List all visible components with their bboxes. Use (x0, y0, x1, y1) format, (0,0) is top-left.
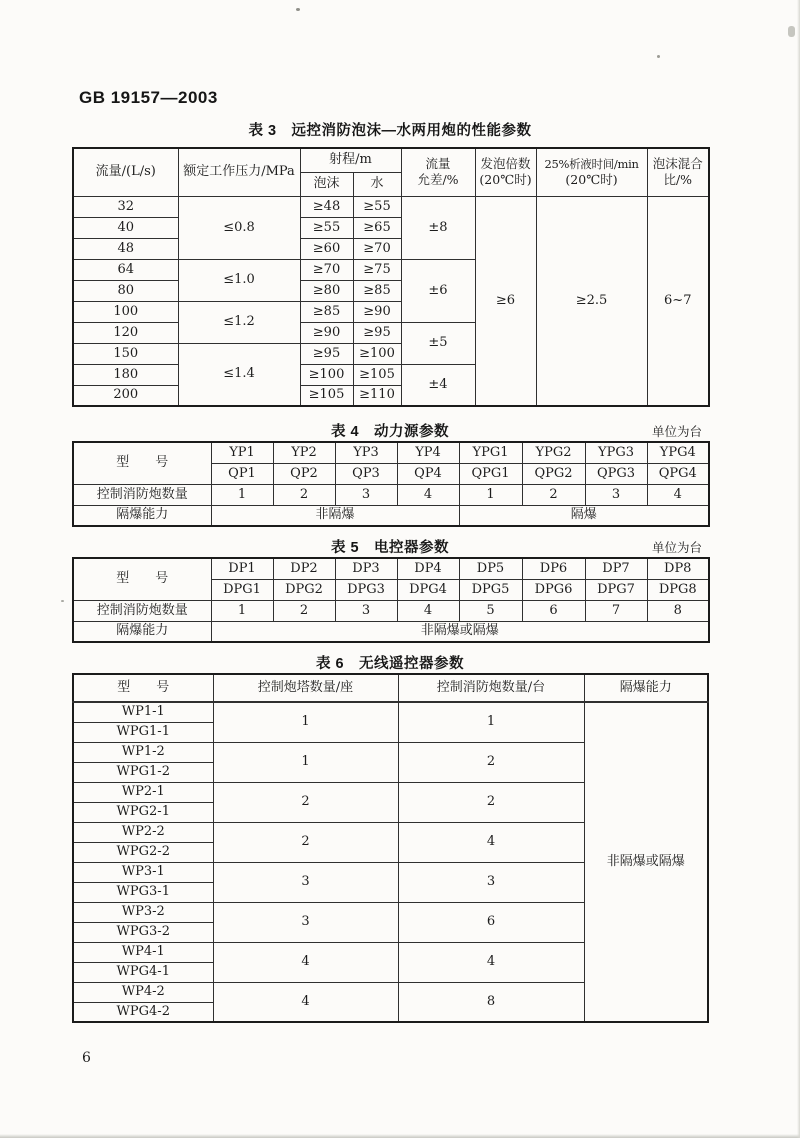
table6-title-row (72, 652, 708, 672)
water-range-cell: ≥100 (353, 343, 401, 364)
foam-range-cell: ≥60 (300, 238, 353, 259)
model-cell: DPG6 (522, 579, 585, 600)
table3-performance-params (72, 147, 710, 407)
explosion-value-cell: 隔爆 (459, 505, 709, 526)
table5-electric-controller-params (72, 557, 710, 643)
pressure-header-cell: 额定工作压力/MPa (178, 148, 300, 196)
flow-header-cell: 流量/(L/s) (73, 148, 178, 196)
table3-row (73, 196, 709, 217)
model-cell: WPG4-2 (73, 1002, 213, 1022)
water-range-cell: ≥75 (353, 259, 401, 280)
water-subheader-cell: 水 (353, 172, 401, 196)
monitor-count-cell: 4 (398, 942, 584, 982)
table5-title: 表 5 电控器参数 (330, 540, 450, 556)
table5-explosion-row (73, 621, 709, 642)
model-cell: QPG4 (647, 463, 709, 484)
flow-value-cell: 150 (73, 343, 178, 364)
water-range-cell: ≥70 (353, 238, 401, 259)
water-range-cell: ≥105 (353, 364, 401, 385)
pressure-cell: ≤1.2 (178, 301, 300, 343)
turret-count-cell: 3 (213, 862, 398, 902)
monitor-count-cell: 1 (398, 702, 584, 742)
model-cell: QPG1 (459, 463, 522, 484)
range-header-cell: 射程/m (300, 148, 401, 172)
model-column-header: 型 号 (73, 674, 213, 702)
foam-range-cell: ≥105 (300, 385, 353, 406)
water-range-cell: ≥95 (353, 322, 401, 343)
header-line: 泡沫混合 (652, 156, 703, 171)
scan-speck (788, 26, 795, 37)
scan-speck (657, 55, 660, 58)
foam-range-cell: ≥55 (300, 217, 353, 238)
model-cell: QP1 (211, 463, 273, 484)
tolerance-cell: ±8 (401, 196, 475, 259)
flow-value-cell: 40 (73, 217, 178, 238)
table4-unit-note: 单位为台 (651, 424, 702, 439)
model-label-cell: 型 号 (73, 442, 211, 484)
model-cell: DPG7 (585, 579, 647, 600)
table6-header-row (73, 674, 708, 702)
flow-value-cell: 120 (73, 322, 178, 343)
monitor-count-column-header: 控制消防炮数量/台 (398, 674, 584, 702)
model-cell: QP2 (273, 463, 335, 484)
flow-value-cell: 100 (73, 301, 178, 322)
table4-model-row-1 (73, 442, 709, 463)
count-label-cell: 控制消防炮数量 (73, 600, 211, 621)
flow-value-cell: 32 (73, 196, 178, 217)
count-label-cell: 控制消防炮数量 (73, 484, 211, 505)
count-cell: 5 (459, 600, 522, 621)
table5-unit-note: 单位为台 (651, 540, 702, 555)
tolerance-cell: ±4 (401, 364, 475, 406)
monitor-count-cell: 6 (398, 902, 584, 942)
table6-row (73, 702, 708, 722)
count-cell: 2 (273, 600, 335, 621)
model-label-cell: 型 号 (73, 558, 211, 600)
model-cell: DP2 (273, 558, 335, 579)
count-cell: 7 (585, 600, 647, 621)
mix-ratio-cell: 6~7 (647, 196, 709, 406)
water-range-cell: ≥90 (353, 301, 401, 322)
table3-title-row (72, 119, 708, 139)
scan-speck (61, 600, 64, 602)
model-cell: DP5 (459, 558, 522, 579)
model-cell: WP1-1 (73, 702, 213, 722)
pressure-cell: ≤1.4 (178, 343, 300, 406)
table4-power-source-params (72, 441, 710, 527)
flow-value-cell: 200 (73, 385, 178, 406)
count-cell: 4 (397, 600, 459, 621)
model-cell: WPG2-1 (73, 802, 213, 822)
turret-count-cell: 4 (213, 942, 398, 982)
model-cell: WP3-2 (73, 902, 213, 922)
model-cell: DP4 (397, 558, 459, 579)
table5-model-row-1 (73, 558, 709, 579)
model-cell: DPG8 (647, 579, 709, 600)
model-cell: DP7 (585, 558, 647, 579)
model-cell: YP1 (211, 442, 273, 463)
model-cell: WP4-2 (73, 982, 213, 1002)
count-cell: 3 (335, 484, 397, 505)
water-range-cell: ≥55 (353, 196, 401, 217)
model-cell: WPG1-2 (73, 762, 213, 782)
foam-range-cell: ≥80 (300, 280, 353, 301)
pressure-cell: ≤1.0 (178, 259, 300, 301)
model-cell: DPG3 (335, 579, 397, 600)
model-cell: WPG1-1 (73, 722, 213, 742)
model-cell: YP4 (397, 442, 459, 463)
count-cell: 1 (211, 484, 273, 505)
model-cell: DP6 (522, 558, 585, 579)
table5-count-row (73, 600, 709, 621)
model-cell: YP3 (335, 442, 397, 463)
foam-range-cell: ≥70 (300, 259, 353, 280)
tolerance-cell: ±5 (401, 322, 475, 364)
header-line: 流量 (425, 156, 451, 171)
count-cell: 4 (647, 484, 709, 505)
model-cell: YP2 (273, 442, 335, 463)
table6-wireless-remote-params (72, 673, 709, 1023)
model-cell: DP1 (211, 558, 273, 579)
model-cell: YPG3 (585, 442, 647, 463)
flow-value-cell: 64 (73, 259, 178, 280)
header-line: (20℃时) (565, 171, 618, 187)
turret-count-cell: 3 (213, 902, 398, 942)
model-cell: WPG3-1 (73, 882, 213, 902)
model-cell: DPG5 (459, 579, 522, 600)
model-cell: QPG3 (585, 463, 647, 484)
scan-edge-shadow (0, 1134, 800, 1138)
count-cell: 3 (585, 484, 647, 505)
count-cell: 1 (459, 484, 522, 505)
drainage-value-cell: ≥2.5 (536, 196, 647, 406)
turret-count-cell: 4 (213, 982, 398, 1022)
model-cell: QP3 (335, 463, 397, 484)
explosion-column-header: 隔爆能力 (584, 674, 708, 702)
standard-number-header: GB 19157—2003 (79, 88, 218, 107)
model-cell: QPG2 (522, 463, 585, 484)
model-cell: YPG2 (522, 442, 585, 463)
table4-explosion-row (73, 505, 709, 526)
explosion-value-cell: 非隔爆或隔爆 (211, 621, 709, 642)
count-cell: 8 (647, 600, 709, 621)
table3-title: 表 3 远控消防泡沫—水两用炮的性能参数 (248, 123, 532, 139)
table4-count-row (73, 484, 709, 505)
count-cell: 2 (522, 484, 585, 505)
model-cell: DP3 (335, 558, 397, 579)
mix-header-cell (647, 148, 709, 196)
model-cell: DPG4 (397, 579, 459, 600)
tolerance-cell: ±6 (401, 259, 475, 322)
pressure-cell: ≤0.8 (178, 196, 300, 259)
monitor-count-cell: 3 (398, 862, 584, 902)
model-cell: DPG2 (273, 579, 335, 600)
expansion-header-cell (475, 148, 536, 196)
header-line: (20℃时) (479, 172, 532, 188)
header-line: 比/% (663, 172, 693, 188)
monitor-count-cell: 2 (398, 782, 584, 822)
foam-range-cell: ≥100 (300, 364, 353, 385)
foam-range-cell: ≥90 (300, 322, 353, 343)
page-number: 6 (82, 1050, 91, 1066)
expansion-value-cell: ≥6 (475, 196, 536, 406)
model-cell: DP8 (647, 558, 709, 579)
table5-title-row (72, 536, 708, 556)
water-range-cell: ≥85 (353, 280, 401, 301)
model-cell: WP2-2 (73, 822, 213, 842)
drainage-header-cell (536, 148, 647, 196)
count-cell: 4 (397, 484, 459, 505)
flow-value-cell: 80 (73, 280, 178, 301)
turret-count-column-header: 控制炮塔数量/座 (213, 674, 398, 702)
turret-count-cell: 2 (213, 782, 398, 822)
count-cell: 1 (211, 600, 273, 621)
model-cell: QP4 (397, 463, 459, 484)
model-cell: DPG1 (211, 579, 273, 600)
model-cell: WPG3-2 (73, 922, 213, 942)
header-line: 允差/% (417, 172, 459, 188)
model-cell: WPG2-2 (73, 842, 213, 862)
count-cell: 2 (273, 484, 335, 505)
table4-title: 表 4 动力源参数 (330, 424, 450, 440)
model-cell: WPG4-1 (73, 962, 213, 982)
explosion-label-cell: 隔爆能力 (73, 621, 211, 642)
table6-title: 表 6 无线遥控器参数 (315, 656, 465, 672)
model-cell: WP2-1 (73, 782, 213, 802)
monitor-count-cell: 8 (398, 982, 584, 1022)
table4-title-row (72, 420, 708, 440)
model-cell: WP1-2 (73, 742, 213, 762)
model-cell: YPG4 (647, 442, 709, 463)
explosion-value-cell: 非隔爆 (211, 505, 459, 526)
count-cell: 3 (335, 600, 397, 621)
count-cell: 6 (522, 600, 585, 621)
turret-count-cell: 1 (213, 742, 398, 782)
water-range-cell: ≥65 (353, 217, 401, 238)
model-cell: YPG1 (459, 442, 522, 463)
foam-subheader-cell: 泡沫 (300, 172, 353, 196)
flow-value-cell: 180 (73, 364, 178, 385)
foam-range-cell: ≥85 (300, 301, 353, 322)
foam-range-cell: ≥48 (300, 196, 353, 217)
model-cell: WP4-1 (73, 942, 213, 962)
turret-count-cell: 1 (213, 702, 398, 742)
foam-range-cell: ≥95 (300, 343, 353, 364)
monitor-count-cell: 2 (398, 742, 584, 782)
explosion-label-cell: 隔爆能力 (73, 505, 211, 526)
tolerance-header-cell (401, 148, 475, 196)
flow-value-cell: 48 (73, 238, 178, 259)
header-line: 25%析液时间/min (544, 156, 639, 171)
scan-speck (296, 8, 300, 11)
model-cell: WP3-1 (73, 862, 213, 882)
header-line: 发泡倍数 (480, 156, 531, 171)
water-range-cell: ≥110 (353, 385, 401, 406)
table3-header-row-1 (73, 148, 709, 172)
explosion-value-cell: 非隔爆或隔爆 (584, 702, 708, 1022)
turret-count-cell: 2 (213, 822, 398, 862)
monitor-count-cell: 4 (398, 822, 584, 862)
